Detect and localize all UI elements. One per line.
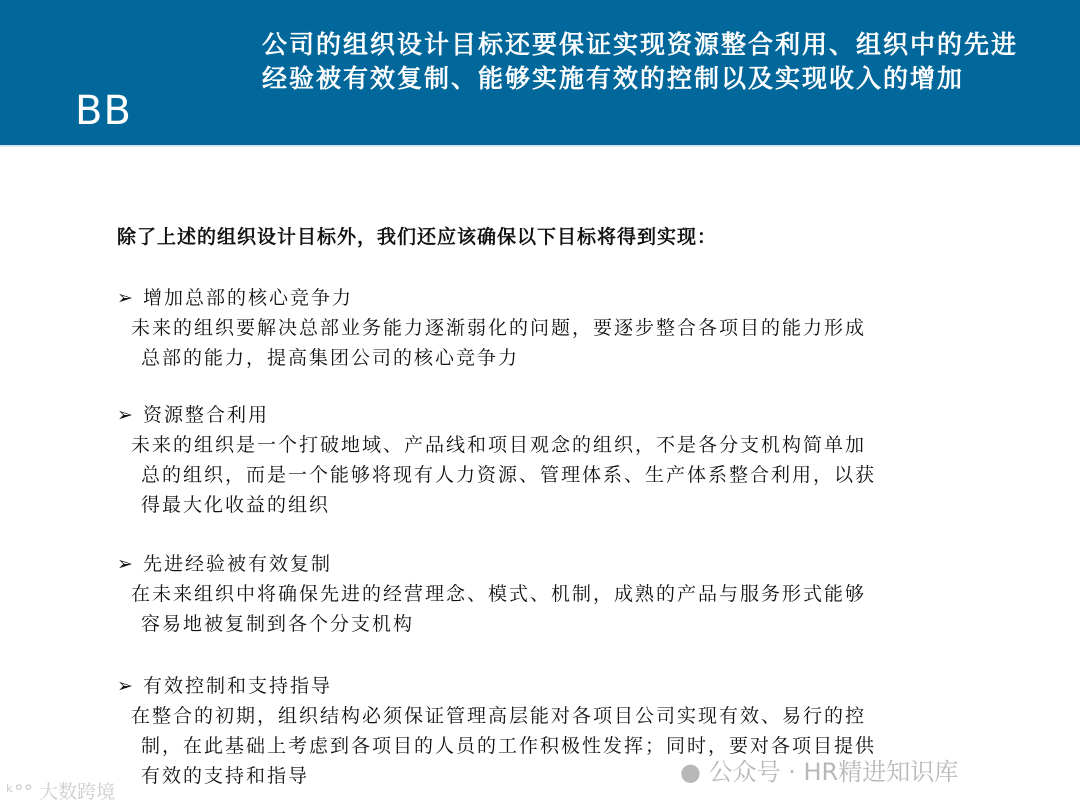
section-heading: ➢ 资源整合利用 (117, 404, 269, 426)
logo: BB (75, 88, 132, 134)
intro-text: 除了上述的组织设计目标外，我们还应该确保以下目标将得到实现： (117, 226, 718, 248)
bullet-arrow-icon: ➢ (117, 287, 135, 309)
bullet-arrow-icon: ➢ (117, 404, 135, 426)
brand-logo-icon: ᵏ°° (6, 781, 34, 803)
section-body: 未来的组织要解决总部业务能力逐渐弱化的问题，要逐步整合各项目的能力形成 总部的能力，提高集团公司的核心竞争力 (131, 317, 867, 369)
wechat-icon: ● (680, 758, 701, 786)
header-banner (0, 0, 1080, 145)
section-experience-replication (117, 549, 971, 639)
section-heading: ➢ 有效控制和支持指导 (117, 675, 332, 697)
section-resource-integration (117, 400, 971, 520)
section-heading: ➢ 先进经验被有效复制 (117, 553, 332, 575)
section-core-competitiveness (117, 283, 971, 373)
section-body: 在整合的初期，组织结构必须保证管理高层能对各项目公司实现有效、易行的控 制，在此基础上考虑到各项目的人员的工作积极性发挥；同时，要对各项目提供 有效的支持和指导 (131, 705, 877, 787)
section-body: 在未来组织中将确保先进的经营理念、模式、机制，成熟的产品与服务形式能够 容易地被复制到各个分支机构 (131, 583, 867, 635)
corner-watermark: ᵏ°° 大数跨境 (6, 781, 116, 803)
bullet-arrow-icon: ➢ (117, 675, 135, 697)
wechat-watermark: ● 公众号 · HR精进知识库 (680, 758, 959, 786)
section-heading: ➢ 增加总部的核心竞争力 (117, 287, 353, 309)
slide-title: 公司的组织设计目标还要保证实现资源整合利用、组织中的先进经验被有效复制、能够实施有效的控制以及实现收入的增加 (262, 30, 1019, 93)
divider (0, 145, 1080, 147)
section-body: 未来的组织是一个打破地域、产品线和项目观念的组织，不是各分支机构简单加 总的组织，而是一个能够将现有人力资源、管理体系、生产体系整合利用，以获 得最大化收益的组织 (131, 434, 877, 516)
bullet-arrow-icon: ➢ (117, 553, 135, 575)
